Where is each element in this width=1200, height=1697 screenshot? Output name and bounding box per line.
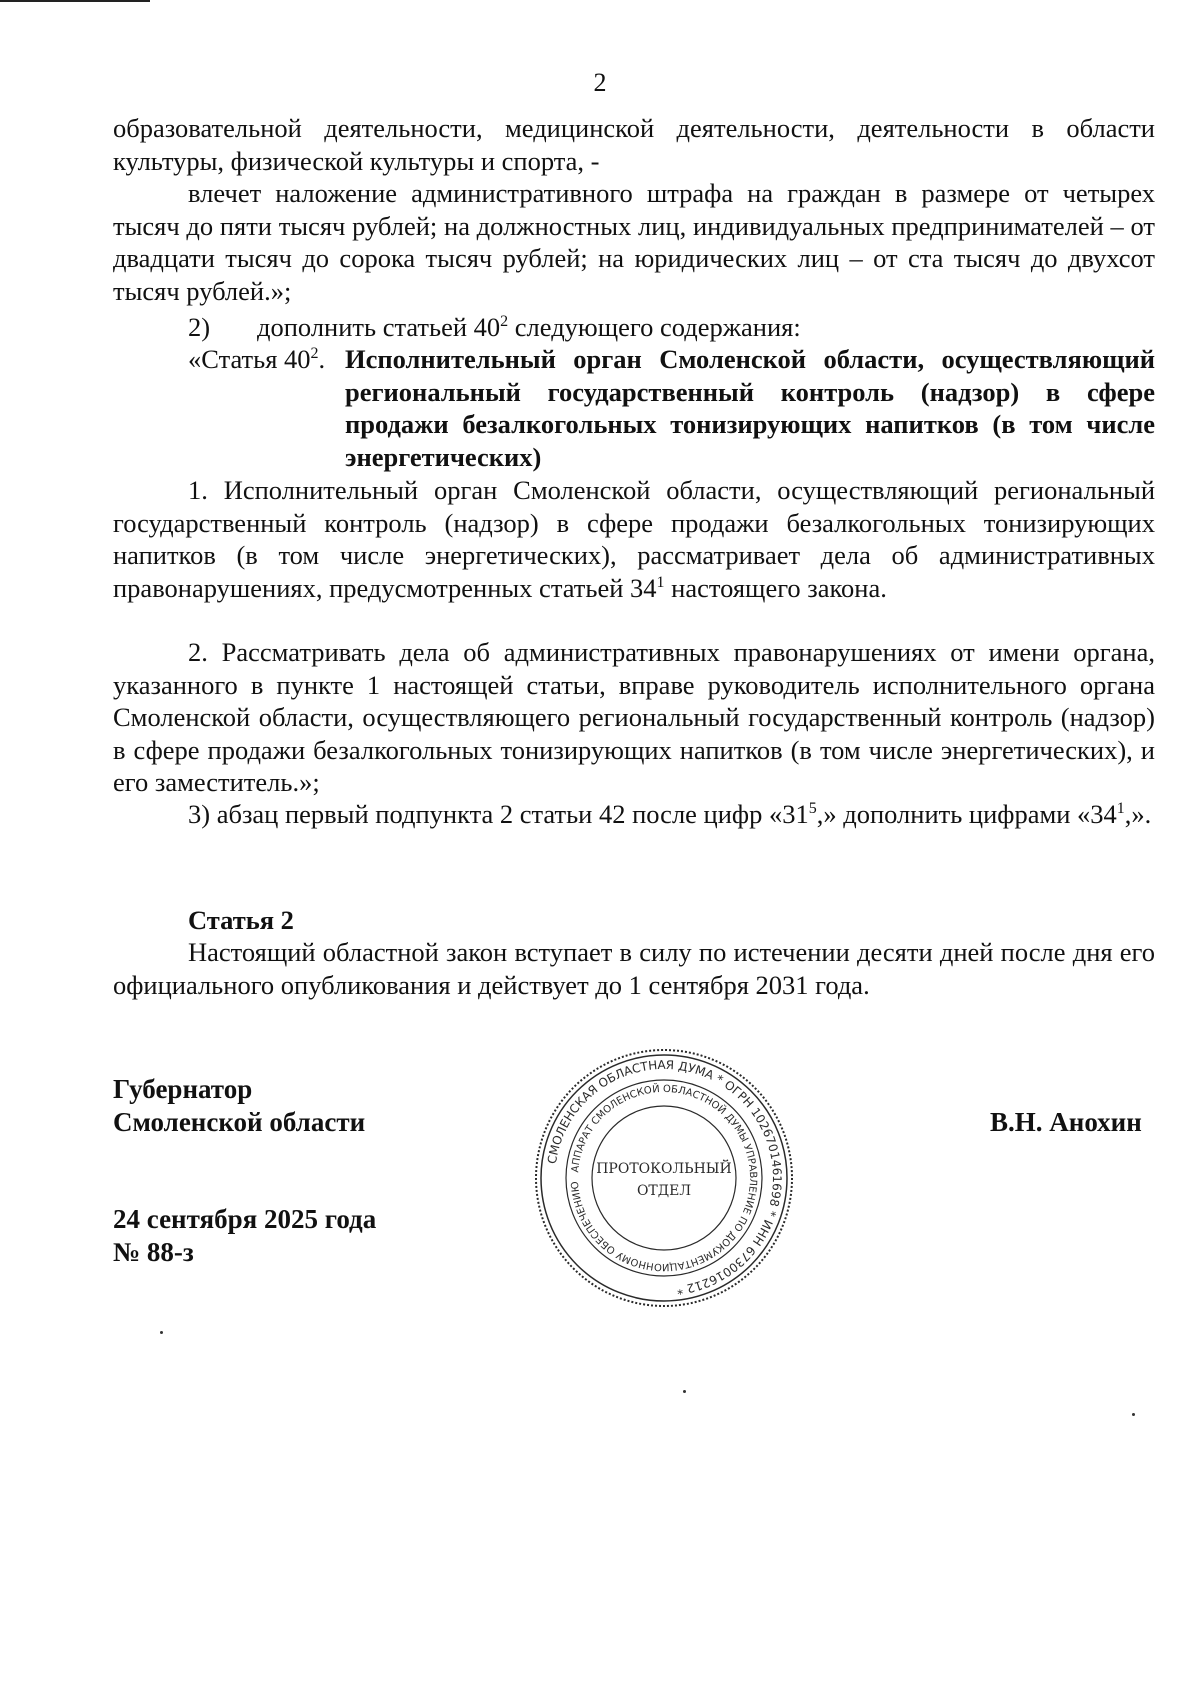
signatory-title-line-2: Смоленской области — [113, 1107, 366, 1137]
official-stamp — [533, 1047, 795, 1309]
article-2-title: Статья 2 — [188, 905, 294, 935]
item-2-sup: 2 — [500, 313, 509, 331]
item-3-b: ,» дополнить цифрами «34 — [816, 799, 1117, 829]
scan-speck — [160, 1331, 163, 1334]
item-2-text — [257, 311, 801, 344]
clause-2: 2. Рассматривать дела об административных правонарушениях от имени органа, указанного в пункте 1 настоящей статьи, вправе руководитель исполнительного органа Смоленской области, осуществляющего региональный государственный контроль (надзор) в сфере продажи безалкогольных тонизирующих напитков (в том числе энергетических), и его заместитель.»; — [113, 637, 1155, 797]
item-2-number: 2) — [188, 312, 211, 342]
clause-1-sup: 1 — [656, 573, 665, 591]
stamp-outer-text: СМОЛЕНСКАЯ ОБЛАСТНАЯ ДУМА * ОГРН 1026701461698 * ИНН 6730016212 * — [544, 1057, 785, 1298]
stamp-inner-text: АППАРАТ СМОЛЕНСКОЙ ОБЛАСТНОЙ ДУМЫ УПРАВЛЕНИЕ ПО ДОКУМЕНТАЦИОННОМУ ОБЕСПЕЧЕНИЮ — [569, 1083, 759, 1273]
item-3-a: 3) абзац первый подпункта 2 статьи 42 после цифр «31 — [188, 799, 809, 829]
stamp-middle-ring — [566, 1080, 762, 1276]
item-2-text-b: следующего содержания: — [508, 312, 801, 342]
clause-1-b: настоящего закона. — [664, 572, 887, 603]
heading-title: Исполнительный орган Смоленской области, осуществляющий региональный государственный контроль (надзор) в сфере продажи безалкогольных тонизирующих напитков (в том числе энергетических) — [345, 344, 1155, 472]
stamp-center-line-2: ОТДЕЛ — [636, 1183, 692, 1199]
paragraph-continuation: образовательной деятельности, медицинской деятельности, деятельности в области культуры, физической культуры и спорта, - — [113, 113, 1155, 176]
scan-speck — [683, 1390, 686, 1393]
stamp-inner-ring — [592, 1106, 736, 1250]
scan-speck — [1132, 1413, 1135, 1416]
signatory-name: В.Н. Анохин — [990, 1107, 1142, 1137]
scan-edge-mark — [0, 0, 150, 2]
paragraph-penalty: влечет наложение административного штрафа на граждан в размере от четырех тысяч до пяти тысяч рублей; на должностных лиц, индивидуальных предпринимателей – от двадцати тысяч до сорока тысяч рублей; на юридических лиц – от ста тысяч до двухсот тысяч рублей.»; — [113, 178, 1155, 306]
heading-prefix-a: «Статья 40 — [188, 344, 311, 374]
law-date: 24 сентября 2025 года — [113, 1204, 377, 1234]
stamp-center-line-1: ПРОТОКОЛЬНЫЙ — [596, 1161, 732, 1177]
item-3 — [113, 798, 1155, 831]
signatory-title-line-1: Губернатор — [113, 1074, 253, 1104]
heading-prefix-b: . — [318, 344, 326, 374]
article-2-text: Настоящий областной закон вступает в силу по истечении десяти дней после дня его официального опубликования и действует до 1 сентября 2031 года. — [113, 937, 1155, 1000]
article-40-2-heading — [113, 343, 1155, 473]
item-3-sup-1: 5 — [808, 800, 817, 818]
heading-prefix — [188, 343, 325, 376]
item-2-text-a: дополнить статьей 40 — [257, 312, 501, 342]
law-number: № 88-з — [113, 1237, 194, 1267]
heading-prefix-sup: 2 — [310, 345, 319, 363]
clause-1-a: 1. Исполнительный орган Смоленской области, осуществляющий региональный государственный контроль (надзор) в сфере продажи безалкогольных тонизирующих напитков (в том числе энергетических), рассматривает дела об административных правонарушениях, предусмотренных статьей 34 — [113, 475, 1155, 603]
item-3-c: ,». — [1124, 799, 1152, 829]
item-3-sup-2: 1 — [1116, 800, 1125, 818]
clause-1 — [113, 474, 1155, 604]
page-number: 2 — [593, 68, 607, 97]
